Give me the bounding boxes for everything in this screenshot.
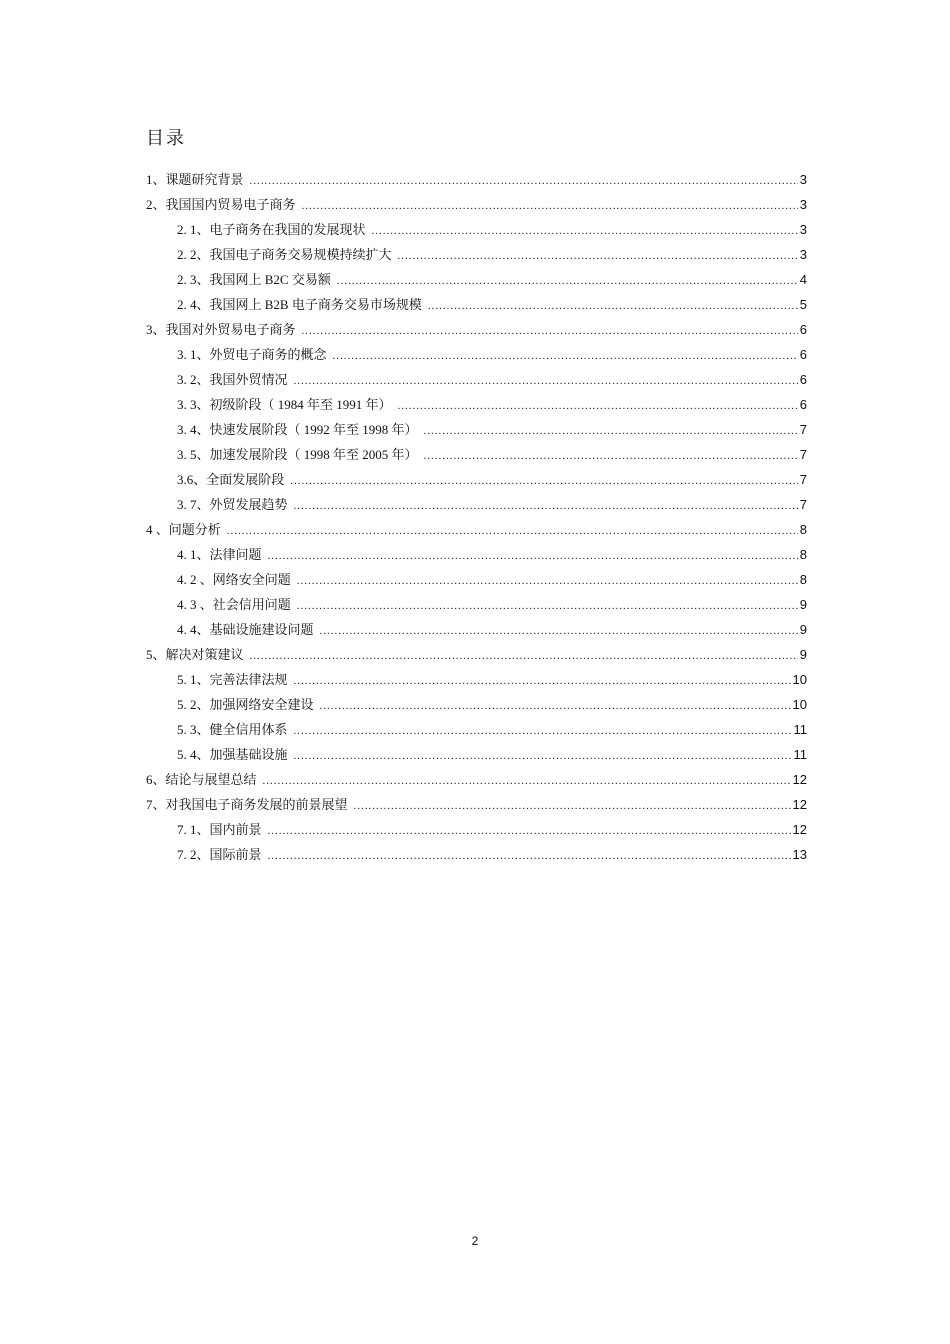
- toc-entry[interactable]: [146, 767, 807, 792]
- dot-leader: [263, 769, 791, 794]
- toc-entry[interactable]: [146, 717, 807, 742]
- toc-entry[interactable]: [146, 817, 807, 842]
- dot-leader: [337, 269, 798, 294]
- toc-entry-title: 1、课题研究背景: [146, 172, 244, 187]
- toc-entry-title: 5. 4、加强基础设施: [177, 747, 288, 762]
- dot-leader: [302, 194, 798, 219]
- toc-entry-page-number: 6: [799, 372, 807, 387]
- toc-entry-page-number: 9: [799, 647, 807, 662]
- dot-leader: [372, 219, 798, 244]
- toc-entry-title: 5、解决对策建议: [146, 647, 244, 662]
- toc-entry-title: 7、对我国电子商务发展的前景展望: [146, 797, 348, 812]
- toc-entry-page-number: 10: [792, 697, 807, 712]
- toc-entry[interactable]: [146, 792, 807, 817]
- toc-title: 目录: [146, 128, 186, 148]
- toc-entry[interactable]: [146, 192, 807, 217]
- dot-leader: [297, 594, 798, 619]
- toc-entry-page-number: 9: [799, 622, 807, 637]
- toc-entry-page-number: 4: [799, 272, 807, 287]
- dot-leader: [268, 844, 791, 869]
- toc-entry[interactable]: [146, 692, 807, 717]
- toc-entry[interactable]: [146, 267, 807, 292]
- dot-leader: [333, 344, 798, 369]
- toc-entry[interactable]: [146, 842, 807, 867]
- toc-entry-title: 2. 4、我国网上 B2B 电子商务交易市场规模: [177, 297, 422, 312]
- dot-leader: [294, 744, 792, 769]
- dot-leader: [428, 294, 798, 319]
- toc-entry-title: 3. 5、加速发展阶段（ 1998 年至 2005 年）: [177, 447, 418, 462]
- toc-entry-title: 2. 3、我国网上 B2C 交易额: [177, 272, 331, 287]
- toc-entry-title: 2、我国国内贸易电子商务: [146, 197, 296, 212]
- dot-leader: [268, 819, 791, 844]
- toc-entry[interactable]: [146, 492, 807, 517]
- dot-leader: [354, 794, 791, 819]
- toc-entry[interactable]: [146, 292, 807, 317]
- toc-entry-page-number: 11: [793, 722, 807, 737]
- toc-entry[interactable]: [146, 517, 807, 542]
- toc-entry-page-number: 6: [799, 347, 807, 362]
- dot-leader: [320, 694, 791, 719]
- toc-entry-page-number: 8: [799, 522, 807, 537]
- toc-entry-page-number: 8: [799, 572, 807, 587]
- toc-entry-title: 2. 2、我国电子商务交易规模持续扩大: [177, 247, 392, 262]
- dot-leader: [302, 319, 798, 344]
- toc-entry-page-number: 11: [793, 747, 807, 762]
- toc-entry[interactable]: [146, 742, 807, 767]
- toc-entry-page-number: 7: [799, 447, 807, 462]
- toc-entry-title: 5. 3、健全信用体系: [177, 722, 288, 737]
- toc-entry-title: 3、我国对外贸易电子商务: [146, 322, 296, 337]
- toc-entry-page-number: 3: [799, 197, 807, 212]
- toc-entry-title: 3. 2、我国外贸情况: [177, 372, 288, 387]
- toc-entry-title: 2. 1、电子商务在我国的发展现状: [177, 222, 366, 237]
- toc-entry-title: 6、结论与展望总结: [146, 772, 257, 787]
- toc-entry[interactable]: [146, 542, 807, 567]
- toc-entry-page-number: 8: [799, 547, 807, 562]
- dot-leader: [294, 369, 798, 394]
- toc-entry-page-number: 6: [799, 322, 807, 337]
- toc-entry-title: 3.6、全面发展阶段: [177, 472, 285, 487]
- toc-entry[interactable]: [146, 442, 807, 467]
- toc-entry-title: 3. 7、外贸发展趋势: [177, 497, 288, 512]
- toc-entry-page-number: 7: [799, 422, 807, 437]
- dot-leader: [424, 419, 798, 444]
- dot-leader: [250, 644, 798, 669]
- toc-entry-page-number: 10: [792, 672, 807, 687]
- page-number: 2: [471, 1234, 479, 1248]
- toc-entry[interactable]: [146, 242, 807, 267]
- dot-leader: [398, 244, 798, 269]
- dot-leader: [320, 619, 798, 644]
- toc-entry[interactable]: [146, 667, 807, 692]
- toc-entry-title: 5. 1、完善法律法规: [177, 672, 288, 687]
- toc-entry-title: 5. 2、加强网络安全建设: [177, 697, 314, 712]
- toc-entry[interactable]: [146, 167, 807, 192]
- toc-entry-page-number: 12: [792, 772, 807, 787]
- dot-leader: [294, 494, 798, 519]
- dot-leader: [290, 469, 798, 494]
- dot-leader: [297, 569, 798, 594]
- dot-leader: [268, 544, 798, 569]
- toc-entry-page-number: 13: [792, 847, 807, 862]
- toc-entry-page-number: 12: [792, 822, 807, 837]
- toc-entry[interactable]: [146, 467, 807, 492]
- toc-entry-page-number: 7: [799, 472, 807, 487]
- toc-entry[interactable]: [146, 642, 807, 667]
- toc-entry-title: 4. 2 、网络安全问题: [177, 572, 291, 587]
- toc-entry[interactable]: [146, 367, 807, 392]
- toc-entry-title: 4. 1、法律问题: [177, 547, 262, 562]
- toc-entry[interactable]: [146, 617, 807, 642]
- toc-entry[interactable]: [146, 317, 807, 342]
- toc-entry-title: 4. 4、基础设施建设问题: [177, 622, 314, 637]
- toc-entry-page-number: 3: [799, 247, 807, 262]
- dot-leader: [424, 444, 798, 469]
- toc-entry-title: 4 、问题分析: [146, 522, 221, 537]
- toc-entry-page-number: 12: [792, 797, 807, 812]
- toc-entry-title: 3. 4、快速发展阶段（ 1992 年至 1998 年）: [177, 422, 418, 437]
- toc-entry[interactable]: [146, 217, 807, 242]
- dot-leader: [398, 394, 798, 419]
- toc-entry-page-number: 3: [799, 222, 807, 237]
- toc-entry[interactable]: [146, 342, 807, 367]
- toc-entry-title: 7. 2、国际前景: [177, 847, 262, 862]
- toc-entry-title: 7. 1、国内前景: [177, 822, 262, 837]
- toc-entry-page-number: 6: [799, 397, 807, 412]
- toc-entry[interactable]: [146, 392, 807, 417]
- toc-entry-title: 3. 1、外贸电子商务的概念: [177, 347, 327, 362]
- toc-entry[interactable]: [146, 567, 807, 592]
- dot-leader: [294, 669, 791, 694]
- toc-entry-page-number: 5: [799, 297, 807, 312]
- toc-entry[interactable]: [146, 417, 807, 442]
- dot-leader: [294, 719, 792, 744]
- toc-entry-title: 4. 3 、社会信用问题: [177, 597, 291, 612]
- table-of-contents: [146, 167, 807, 867]
- dot-leader: [250, 169, 798, 194]
- toc-entry-title: 3. 3、初级阶段（ 1984 年至 1991 年）: [177, 397, 392, 412]
- toc-entry-page-number: 7: [799, 497, 807, 512]
- toc-entry[interactable]: [146, 592, 807, 617]
- toc-entry-page-number: 3: [799, 172, 807, 187]
- dot-leader: [227, 519, 798, 544]
- toc-entry-page-number: 9: [799, 597, 807, 612]
